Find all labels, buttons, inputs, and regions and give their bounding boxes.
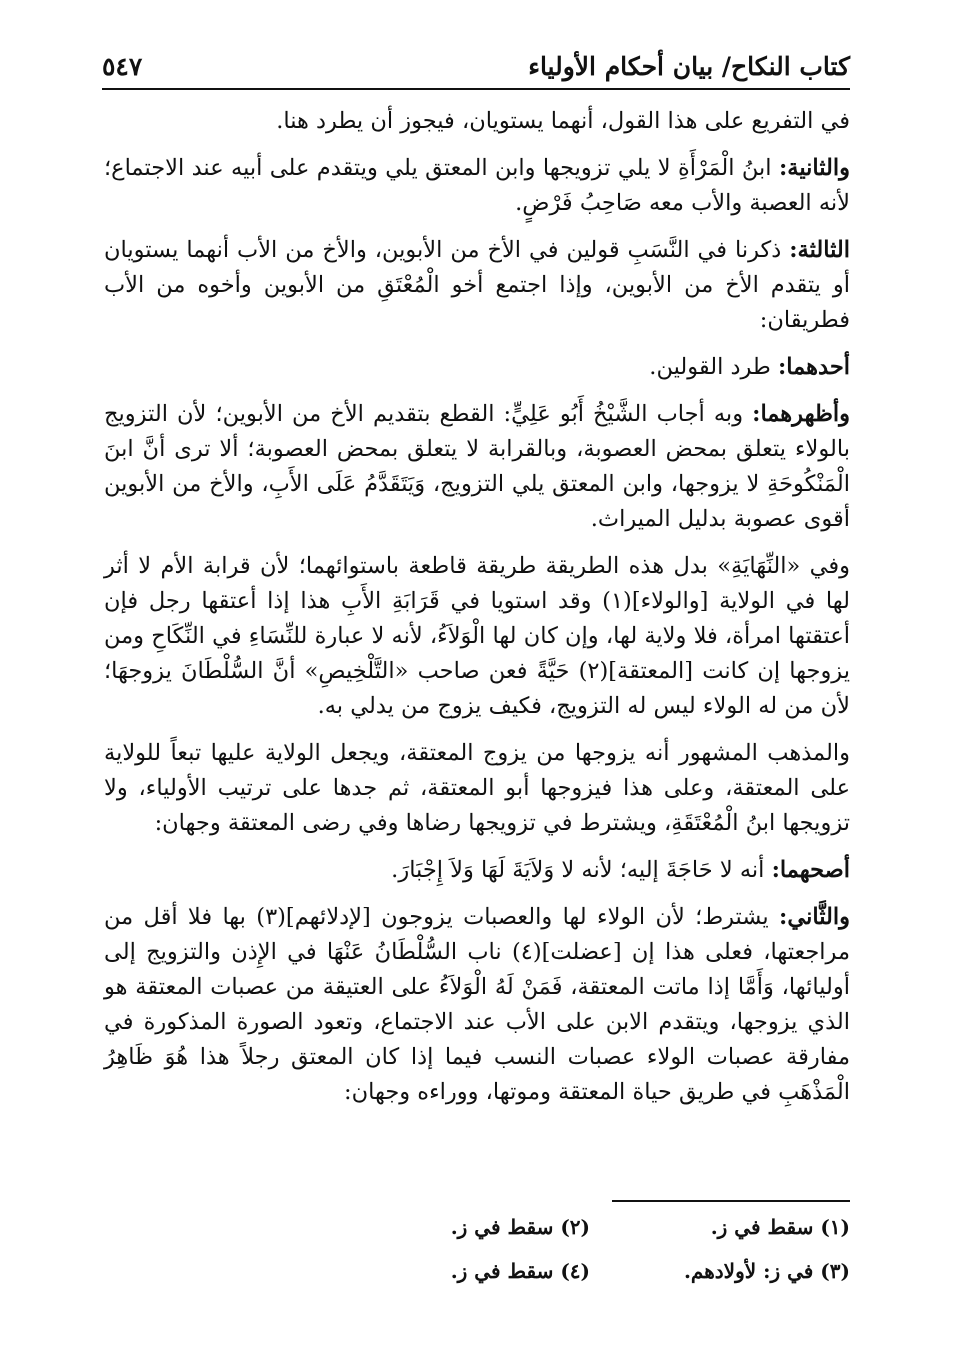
paragraph-text: يشترط؛ لأن الولاء لها والعصبات يزوجون [لإدلائهم](٣) بها فلا أقل من مراجعتها، فعلى هذا إن [عضلت](٤) ناب السُّلْطَانُ عَنْهَا في الإِذن والتزويج إلى أوليائها، وَأَمَّا إذا ماتت المعتقة، فَمَنْ لَهُ الْوَلاَءُ على العتيقة من عصبات المعتقة هو الذي يزوجها، ويتقدم الابن على الأب عند الاجتماع، وتعود الصورة المذكورة في مفارقة عصبات الولاء عصبات النسب فيما إذا كان المعتق رجلاً هذا هُوَ ظَاهِرُ الْمَذْهَبِ في طريق حياة المعتقة وموتها، ووراءه وجهان: (104, 904, 850, 1105)
paragraph-lead: والثَّاني: (779, 904, 850, 930)
paragraph-lead: وأظهرهما: (752, 401, 850, 427)
paragraph-text: وفي «النِّهَايَةِ» بدل هذه الطريقة طريقة قاطعة باستوائهما؛ لأن قرابة الأم لا أثر لها في الولاية [والولاء](١) وقد استويا في قَرَابَةِ الأَبِ هذا إذا أعتقها رجل فإن أعتقتها امرأة، فلا ولاية لها، وإن كان لها الْوَلاَءُ، لأنه لا عبارة للنِّسَاءِ في النِّكَاحِ ومن يزوجها إن كانت [المعتقة](٢) حَيَّةً فعن صاحب «التَّلْخِيصِ» أنَّ السُّلْطَانَ يزوجهَا؛ لأن من له الولاء ليس له التزويج، فكيف يزوج من يدلي به. (104, 553, 851, 719)
paragraph (104, 233, 850, 338)
paragraph-text: والمذهب المشهور أنه يزوجها من يزوج المعتقة، ويجعل الولاية عليها تبعاً للولاية على المعتقة، وعلى هذا فيزوجها أبو المعتقة، ثم جدها على ترتيب الأولياء، ولا تزويجها ابنُ الْمُعْتَقَةِ، ويشترط في تزويجها رضاها وفي رضى المعتقة وجهان: (104, 740, 850, 836)
header-rule (102, 88, 850, 90)
paragraph-lead: الثالثة: (789, 237, 850, 263)
paragraph-text: في التفريع على هذا القول، أنهما يستويان، فيجوز أن يطرد هنا. (276, 108, 850, 134)
paragraph-lead: أصحهما: (771, 857, 850, 883)
paragraph-text: وبه أجاب الشَّيْخُ أَبُو عَلِيٍّ: القطع بتقديم الأخ من الأبوين؛ لأن التزويج بالولاء يتعلق بمحض العصوبة، وبالقرابة لا يتعلق بمحض العصوبة؛ ألا ترى أنَّ ابنَ الْمَنْكُوحَةِ لا يزوجها، وابن المعتق يلي التزويج، وَيَتَقَدَّمُ عَلَى الأَبِ، والأخ من الأبوين أقوى عصوبة بدليل الميراث. (104, 401, 850, 532)
paragraph (104, 350, 850, 385)
main-text (104, 104, 850, 1122)
paragraph (104, 104, 850, 139)
footnote: (١) سقط في ز. (710, 1215, 850, 1239)
footnote: (٤) سقط في ز. (450, 1259, 590, 1283)
paragraph (104, 900, 850, 1110)
paragraph (104, 397, 850, 537)
running-title: كتاب النكاح/ بيان أحكام الأولياء (528, 51, 850, 81)
paragraph (104, 151, 850, 221)
paragraph-text: ذكرنا في النَّسَبِ قولين في الأخ من الأبوين، والأخ من الأب أنهما يستويان أو يتقدم الأخ من الأبوين، وإذا اجتمع أخو الْمُعْتَقِ من الأبوين وأخوه من الأب فطريقان: (104, 237, 850, 333)
paragraph-lead: والثانية: (778, 155, 850, 181)
paragraph-lead: أحدهما: (777, 354, 850, 380)
footnotes (330, 1212, 850, 1286)
paragraph-text: ابنُ الْمَرْأَةِ لا يلي تزويجها وابن المعتق يلي ويتقدم على أبيه عند الاجتماع؛ لأنه العصبة والأب معه صَاحِبُ فَرْضٍ. (104, 155, 850, 216)
footnote: (٣) في ز: لأولادهم. (683, 1259, 850, 1283)
footnote-rule (612, 1200, 850, 1202)
paragraph (104, 549, 850, 724)
page-header (102, 44, 850, 88)
paragraph-text: طرد القولين. (649, 354, 771, 380)
paragraph (104, 853, 850, 888)
footnote: (٢) سقط في ز. (450, 1215, 590, 1239)
paragraph (104, 736, 850, 841)
paragraph-text: أنه لا حَاجَةَ إليه؛ لأنه لا وَلاَيَةَ لَهَا وَلاَ إِجْبَارَ. (391, 857, 765, 883)
page-number: ٥٤٧ (102, 51, 143, 81)
